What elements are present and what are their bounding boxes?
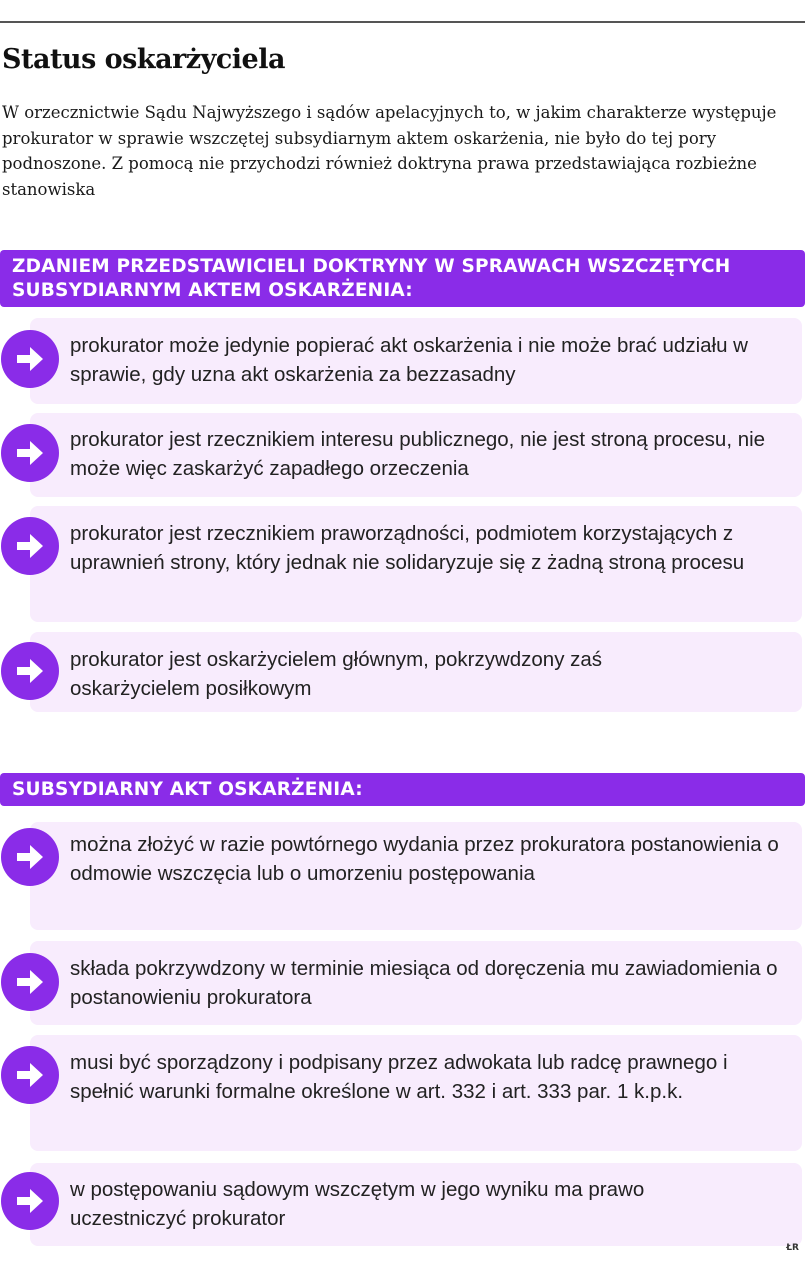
author-credit: ŁR xyxy=(786,1243,799,1253)
arrow-right-icon xyxy=(1,953,59,1011)
section1-heading: ZDANIEM PRZEDSTAWICIELI DOKTRYNY W SPRAWACH WSZCZĘTYCH SUBSYDIARNYM AKTEM OSKARŻENIA: xyxy=(0,250,805,307)
lead-paragraph: W orzecznictwie Sądu Najwyższego i sądów apelacyjnych to, w jakim charakterze występuje prokurator w sprawie wszczętej subsydiarnym aktem oskarżenia, nie było do tej pory podnoszone. Z pomocą nie przychodzi również doktryna prawa przedstawiająca rozbieżne stanowiska xyxy=(2,103,777,199)
item-text: prokurator jest oskarżycielem głównym, pokrzywdzony zaś oskarżycielem posiłkowym xyxy=(70,648,603,700)
item-text: prokurator może jedynie popierać akt oskarżenia i nie może brać udziału w sprawie, gdy uzna akt oskarżenia za bezzasadny xyxy=(70,334,748,386)
top-rule xyxy=(0,21,805,23)
item-text: w postępowaniu sądowym wszczętym w jego wyniku ma prawo uczestniczyć prokurator xyxy=(70,1178,645,1230)
arrow-right-icon xyxy=(1,642,59,700)
item-text: prokurator jest rzecznikiem praworządności, podmiotem korzystających z uprawnień strony, który jednak nie solidaryzuje się z żadną stroną procesu xyxy=(70,522,745,574)
arrow-right-icon xyxy=(1,424,59,482)
arrow-right-icon xyxy=(1,330,59,388)
item-text: można złożyć w razie powtórnego wydania przez prokuratora postanowienia o odmowie wszczęcia lub o umorzeniu postępowania xyxy=(70,833,779,885)
item-text: musi być sporządzony i podpisany przez adwokata lub radcę prawnego i spełnić warunki formalne określone w art. 332 i art. 333 par. 1 k.p.k. xyxy=(70,1051,728,1103)
item-text: składa pokrzywdzony w terminie miesiąca od doręczenia mu zawiadomienia o postanowieniu prokuratora xyxy=(70,957,778,1009)
arrow-right-icon xyxy=(1,828,59,886)
arrow-right-icon xyxy=(1,1046,59,1104)
item-text: prokurator jest rzecznikiem interesu publicznego, nie jest stroną procesu, nie może więc zaskarżyć zapadłego orzeczenia xyxy=(70,428,766,480)
arrow-right-icon xyxy=(1,517,59,575)
page-title: Status oskarżyciela xyxy=(2,44,285,75)
arrow-right-icon xyxy=(1,1172,59,1230)
section2-heading: SUBSYDIARNY AKT OSKARŻENIA: xyxy=(0,773,805,806)
